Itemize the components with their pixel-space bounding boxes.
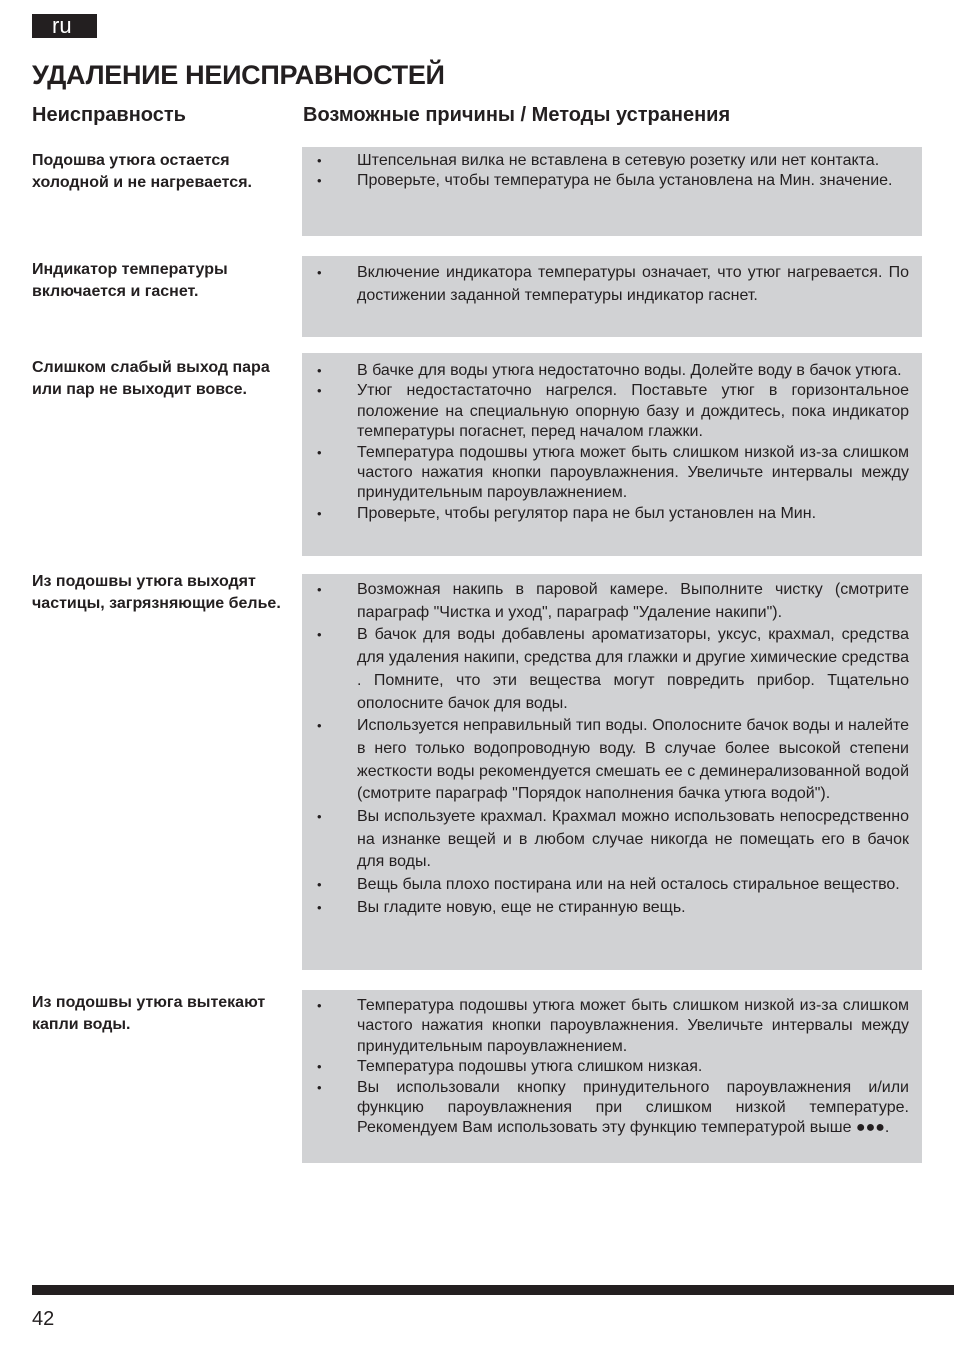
solution-box (302, 574, 922, 970)
solution-text: В бачок для воды добавлены ароматизаторы, уксус, крахмал, средства для удаления накипи, средства для глажки и другие химические средства . Помните, что эти вещества могут повредить прибор. Тщательно ополосните бачок для воды. (357, 626, 909, 712)
bullet-icon: • (317, 899, 322, 915)
bullet-icon: • (317, 505, 322, 521)
solution-item (317, 715, 909, 806)
bullet-icon: • (317, 363, 322, 378)
solution-item (317, 874, 909, 897)
solution-item (317, 151, 909, 171)
solution-text: Вы гладите новую, еще не стиранную вещь. (357, 898, 686, 916)
solution-text: Используется неправильный тип воды. Ополосните бачок воды и налейте в него только водопроводную воду. В случае более высокой степени жесткости воды рекомендуется смешать ее с деминерализованной водой (смотрите параграф "Порядок наполнения бачка утюга водой"). (357, 717, 909, 803)
solution-box (302, 990, 922, 1163)
solution-item (317, 381, 909, 442)
solution-text: Проверьте, чтобы температура не была установлена на Мин. значение. (357, 172, 893, 190)
solution-text: В бачке для воды утюга недостаточно воды. Долейте воду в бачок утюга. (357, 362, 902, 379)
solution-text: Вы используете крахмал. Крахмал можно использовать непосредственно на изнанке вещей и в любом случае никогда не помещать его в бачок для воды. (357, 808, 909, 871)
footer-rule (32, 1285, 954, 1295)
solution-item (317, 897, 909, 920)
solution-item (317, 361, 909, 381)
solution-box (302, 147, 922, 236)
solution-box (302, 353, 922, 556)
problem-column-header: Неисправность (32, 104, 186, 126)
solution-item (317, 504, 909, 524)
bullet-icon: • (317, 173, 322, 189)
solution-item (317, 1057, 909, 1077)
solution-list (317, 262, 909, 307)
bullet-icon: • (317, 998, 322, 1013)
solution-text: Включение индикатора температуры означает, что утюг нагревается. По достижении заданной температуры индикатор гаснет. (357, 264, 909, 304)
bullet-icon: • (317, 153, 322, 168)
page-title: УДАЛЕНИЕ НЕИСПРАВНОСТЕЙ (32, 60, 445, 90)
bullet-icon: • (317, 877, 322, 893)
bullet-icon: • (317, 627, 322, 643)
solution-list (317, 361, 909, 524)
solution-item (317, 579, 909, 624)
solution-item (317, 443, 909, 504)
solution-item (317, 624, 909, 715)
page-number: 42 (32, 1308, 55, 1330)
solution-text: Проверьте, чтобы регулятор пара не был установлен на Мин. (357, 504, 817, 522)
solution-item (317, 806, 909, 874)
solution-text: Температура подошвы утюга может быть слишком низкой из-за слишком частого нажатия кнопки пароувлажнения. Увеличьте интервалы между принудительным пароувлажнением. (357, 997, 909, 1055)
solution-text: Утюг недостастаточно нагрелся. Поставьте утюг в горизонтальное положение на специальную опорную базу и дождитесь, пока индикатор температуры погаснет, перед началом глажки. (357, 382, 909, 441)
problem-text: Подошва утюга остается холодной и не нагревается. (32, 152, 252, 191)
bullet-icon: • (317, 444, 322, 460)
bullet-icon: • (317, 1059, 322, 1075)
language-badge: ru (32, 14, 97, 38)
solution-text: Температура подошвы утюга слишком низкая. (357, 1058, 703, 1076)
solution-item (317, 996, 909, 1057)
bullet-icon: • (317, 265, 322, 280)
problem-text: Из подошвы утюга выходят частицы, загрязняющие белье. (32, 573, 281, 612)
solution-box (302, 256, 922, 337)
solution-text: Возможная накипь в паровой камере. Выполните чистку (смотрите параграф "Чистка и уход", параграф "Удаление накипи"). (357, 581, 909, 621)
solution-text: Штепсельная вилка не вставлена в сетевую розетку или нет контакта. (357, 152, 880, 169)
solution-item (317, 262, 909, 307)
bullet-icon: • (317, 1079, 322, 1095)
solution-item (317, 1078, 909, 1139)
solution-text: Температура подошвы утюга может быть слишком низкой из-за слишком частого нажатия кнопки пароувлажнения. Увеличьте интервалы между принудительным пароувлажнением. (357, 443, 909, 502)
solution-item (317, 171, 909, 191)
solution-list (317, 579, 909, 920)
solution-list (317, 151, 909, 192)
bullet-icon: • (317, 718, 322, 734)
bullet-icon: • (317, 809, 322, 825)
bullet-icon: • (317, 383, 322, 399)
problem-text: Слишком слабый выход пара или пар не выходит вовсе. (32, 359, 270, 398)
solution-text: Вещь была плохо постирана или на ней осталось стиральное вещество. (357, 876, 900, 894)
solution-text: Вы использовали кнопку принудительного пароувлажнения и/или функцию пароувлажнения при слишком низкой температуре. Рекомендуем Вам использовать эту функцию температурой выше ●●●. (357, 1078, 909, 1137)
solution-list (317, 996, 909, 1139)
problem-text: Из подошвы утюга вытекают капли воды. (32, 994, 266, 1033)
problem-text: Индикатор температуры включается и гаснет. (32, 261, 228, 300)
bullet-icon: • (317, 582, 322, 597)
solution-column-header: Возможные причины / Методы устранения (303, 104, 731, 126)
